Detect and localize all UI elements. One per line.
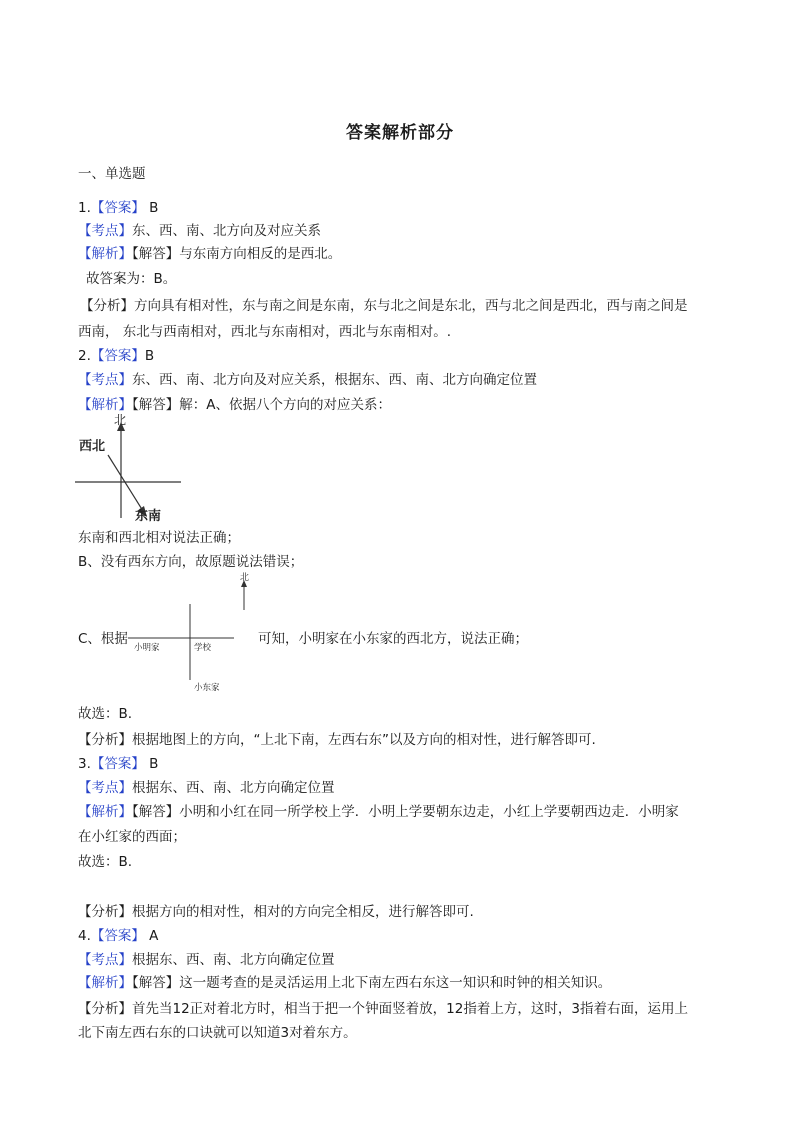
page-title: 答案解析部分 [346,123,454,143]
q2-jiexi: 【解答】解：A、依据八个方向的对应关系： [132,397,391,413]
q4-answer-line [78,925,723,947]
q1-kaodian-tag: 【考点】 [78,223,132,239]
q4-answer-tag: 【答案】 [90,928,145,944]
q4-kaodian-line [78,949,723,971]
q2-analysis: 【分析】根据地图上的方向，“上北下南，左西右东”以及方向的相对性，进行解答即可. [78,732,596,748]
q2-jiexi-tag: 【解析】 [78,397,132,413]
q3-analysis: 【分析】根据方向的相对性，相对的方向完全相反，进行解答即可. [78,904,474,920]
school-label: 学校 [194,643,212,653]
q2-line-c-pre: C、根据 [78,631,128,647]
map-north-label: 北 [240,573,250,583]
q1-jiexi-line [78,243,723,265]
q2-answer: B [144,348,155,364]
q2-line-a: 东南和西北相对说法正确； [78,530,240,546]
q1-kaodian: 东、西、南、北方向及对应关系 [132,223,321,239]
q1-jiexi-tag: 【解析】 [78,246,132,262]
q2-kaodian: 东、西、南、北方向及对应关系，根据东、西、南、北方向确定位置 [132,372,537,388]
q2-line-c-post: 可知，小明家在小东家的西北方，说法正确； [258,631,528,647]
q1-analysis-line1: 【分析】方向具有相对性，东与南之间是东南，东与北之间是东北，西与北之间是西北，西与南之间是 [80,298,688,314]
q4-analysis-line2: 北下南左西右东的口诀就可以知道3对着东方。 [78,1025,357,1041]
southeast-label: 东南 [135,509,162,524]
q4-kaodian-tag: 【考点】 [78,952,132,968]
q2-answer-line [78,345,723,367]
direction-diagram [75,412,185,524]
q2-conclusion: 故选：B. [78,706,133,722]
q2-number: 2. [78,348,91,364]
q3-jiexi: 【解答】小明和小红在同一所学校上学．小明上学要朝东边走，小红上学要朝西边走．小明家 [132,804,679,820]
q1-analysis-line2: 西南， 东北与西南相对，西北与东南相对，西北与东南相对。. [78,324,452,340]
section-heading: 一、单选题 [78,166,146,182]
direction-diagram-svg [75,412,185,524]
q1-conclusion: 故答案为：B。 [86,271,177,287]
q4-number: 4. [78,928,91,944]
q1-answer: B [144,200,159,216]
q1-number: 1. [78,200,91,216]
q3-conclusion: 故选：B. [78,854,133,870]
q4-jiexi: 【解答】这一题考查的是灵活运用上北下南左西右东这一知识和时钟的相关知识。 [132,975,612,991]
q3-kaodian: 根据东、西、南、北方向确定位置 [132,780,335,796]
school-map-svg [128,570,253,698]
q4-answer: A [144,928,159,944]
q2-kaodian-line [78,369,723,391]
q3-line2: 在小红家的西面； [78,829,186,845]
q1-answer-tag: 【答案】 [90,200,145,216]
q3-jiexi-line [78,801,723,823]
q3-answer-line [78,753,723,775]
q3-kaodian-line [78,777,723,799]
q4-jiexi-tag: 【解析】 [78,975,132,991]
school-map-diagram [128,570,253,698]
q2-kaodian-tag: 【考点】 [78,372,132,388]
q4-jiexi-line [78,972,723,994]
q4-kaodian: 根据东、西、南、北方向确定位置 [132,952,335,968]
northwest-label: 西北 [79,439,106,454]
q3-kaodian-tag: 【考点】 [78,780,132,796]
xiaodong-home-label: 小东家 [194,683,220,693]
q2-line-b: B、没有西东方向，故原题说法错误； [78,554,304,570]
q3-answer: B [144,756,159,772]
q2-answer-tag: 【答案】 [90,348,145,364]
q1-jiexi: 【解答】与东南方向相反的是西北。 [132,246,342,262]
northwest-southeast-line [108,455,143,511]
xiaoming-home-label: 小明家 [134,643,160,653]
q3-answer-tag: 【答案】 [90,756,145,772]
north-label: 北 [114,413,127,427]
q3-number: 3. [78,756,91,772]
q1-kaodian-line [78,220,723,242]
q1-answer-line [78,197,723,219]
q4-analysis-line1: 【分析】首先当12正对着北方时，相当于把一个钟面竖着放，12指着上方，这时，3指着右面，运用上 [78,1001,688,1017]
q3-jiexi-tag: 【解析】 [78,804,132,820]
